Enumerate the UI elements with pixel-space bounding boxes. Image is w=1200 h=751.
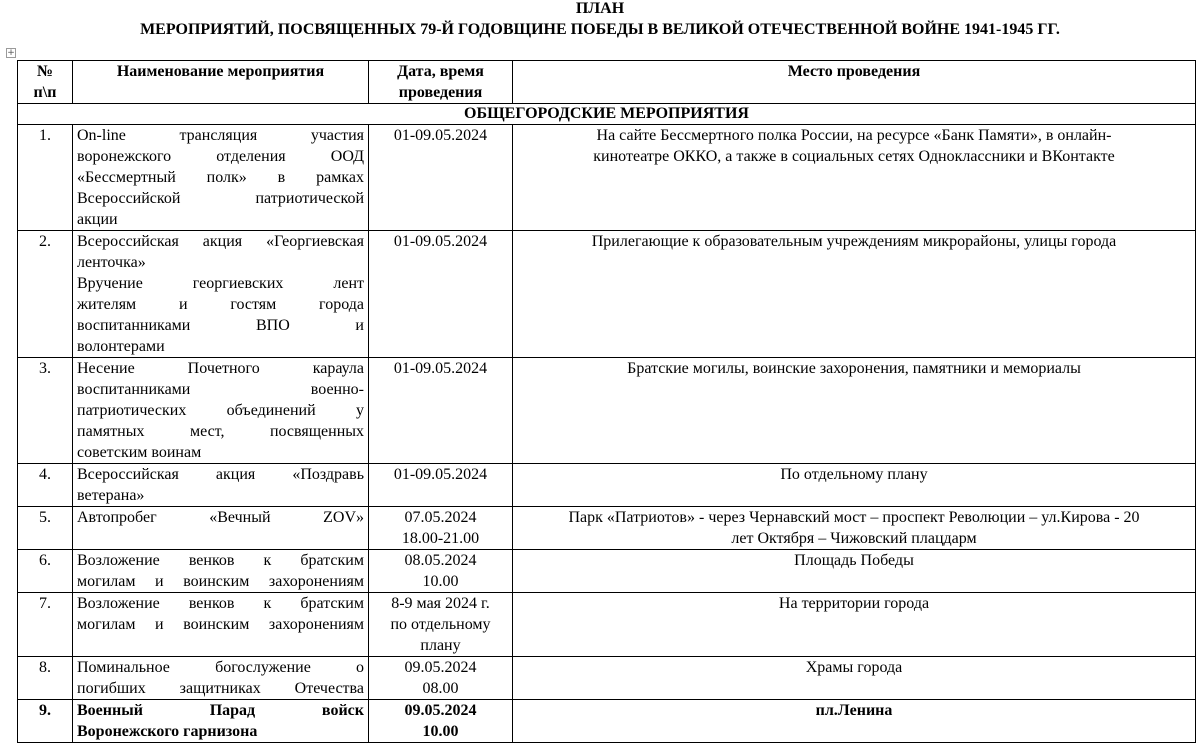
event-date <box>369 125 513 231</box>
event-name <box>73 231 369 358</box>
event-name <box>73 358 369 464</box>
event-name-line: Всероссийской патриотической <box>77 190 364 207</box>
event-name-line: советским воинам <box>77 444 202 461</box>
event-place-line: лет Октября – Чижовский плацдарм <box>731 530 977 547</box>
event-date <box>369 700 513 743</box>
event-date <box>369 657 513 700</box>
event-date-line: 09.05.2024 <box>404 702 477 719</box>
event-date-line: 18.00-21.00 <box>401 530 480 547</box>
table-row <box>18 464 1196 507</box>
event-date <box>369 231 513 358</box>
event-name-line: On-line трансляция участия <box>77 127 364 144</box>
event-name-line: ветерана» <box>77 487 145 504</box>
event-name-line: Автопробег «Вечный ZOV» <box>77 509 364 526</box>
event-place <box>513 231 1196 358</box>
event-date-line: 10.00 <box>422 723 459 740</box>
section-title: ОБЩЕГОРОДСКИЕ МЕРОПРИЯТИЯ <box>18 104 1196 125</box>
table-row <box>18 125 1196 231</box>
event-place-line: Братские могилы, воинские захоронения, памятники и мемориалы <box>627 360 1081 377</box>
row-number: 7. <box>18 593 73 657</box>
event-date <box>369 358 513 464</box>
event-date-line: 07.05.2024 <box>404 509 477 526</box>
row-number: 5. <box>18 507 73 550</box>
event-name-line: могилам и воинским захоронениям <box>77 573 364 590</box>
event-name-line: памятных мест, посвященных <box>77 423 364 440</box>
event-name-line: Вручение георгиевских лент <box>77 275 364 292</box>
document-subtitle: МЕРОПРИЯТИЙ, ПОСВЯЩЕННЫХ 79-Й ГОДОВЩИНЕ ПОБЕДЫ В ВЕЛИКОЙ ОТЕЧЕСТВЕННОЙ ВОЙНЕ 1941-1945 ГГ. <box>140 21 1060 38</box>
event-name-line: патриотических объединений у <box>77 402 364 419</box>
table-row <box>18 231 1196 358</box>
event-date-line: плану <box>420 637 461 654</box>
event-name-line: воспитанниками военно- <box>77 381 364 398</box>
event-name <box>73 700 369 743</box>
event-place-line: Храмы города <box>805 659 903 676</box>
event-place <box>513 125 1196 231</box>
event-name-line: Поминальное богослужение о <box>77 659 364 676</box>
event-date-line: по отдельному <box>390 616 491 633</box>
table-row <box>18 358 1196 464</box>
event-name-line: могилам и воинским захоронениям <box>77 616 364 633</box>
table-header-row <box>18 61 1196 104</box>
event-name-line: Всероссийская акция «Георгиевская <box>77 233 364 250</box>
event-name <box>73 657 369 700</box>
event-name-line: воспитанниками ВПО и <box>77 317 364 334</box>
row-number: 9. <box>18 700 73 743</box>
event-place <box>513 464 1196 507</box>
row-number: 4. <box>18 464 73 507</box>
event-place-line: На территории города <box>778 595 930 612</box>
event-place <box>513 358 1196 464</box>
event-name-line: Возложение венков к братским <box>77 552 364 569</box>
header-date: Дата, время проведения <box>369 61 513 104</box>
row-number: 1. <box>18 125 73 231</box>
event-date <box>369 593 513 657</box>
event-name-line: воронежского отделения ООД <box>77 148 364 165</box>
event-name-line: Несение Почетного караула <box>77 360 364 377</box>
event-name-line: Всероссийская акция «Поздравь <box>77 466 364 483</box>
event-place <box>513 507 1196 550</box>
event-place <box>513 593 1196 657</box>
event-name-line: Военный Парад войск <box>77 702 364 719</box>
event-name <box>73 125 369 231</box>
events-table <box>17 60 1196 743</box>
event-date <box>369 550 513 593</box>
event-name-line: Возложение венков к братским <box>77 595 364 612</box>
event-place-line: На сайте Бессмертного полка России, на ресурсе «Банк Памяти», в онлайн- <box>596 127 1112 144</box>
event-name <box>73 593 369 657</box>
event-date-line: 01-09.05.2024 <box>393 466 488 483</box>
table-row <box>18 550 1196 593</box>
event-name-line: жителям и гостям города <box>77 296 364 313</box>
event-date <box>369 464 513 507</box>
event-date-line: 09.05.2024 <box>404 659 477 676</box>
event-name-line: «Бессмертный полк» в рамках <box>77 169 364 186</box>
table-row <box>18 593 1196 657</box>
event-place <box>513 657 1196 700</box>
event-date-line: 08.00 <box>422 680 459 697</box>
event-date-line: 08.05.2024 <box>404 552 477 569</box>
event-place <box>513 700 1196 743</box>
section-row <box>18 104 1196 125</box>
table-row <box>18 657 1196 700</box>
event-name-line: погибших защитниках Отечества <box>77 680 364 697</box>
event-place-line: По отдельному плану <box>780 466 928 483</box>
event-date <box>369 507 513 550</box>
table-row <box>18 700 1196 743</box>
header-name: Наименование мероприятия <box>73 61 369 104</box>
event-name <box>73 464 369 507</box>
event-name-line: Воронежского гарнизона <box>77 723 258 740</box>
row-number: 6. <box>18 550 73 593</box>
table-move-handle-icon[interactable]: + <box>7 48 15 58</box>
event-date-line: 01-09.05.2024 <box>393 233 488 250</box>
header-num: № п\п <box>18 61 73 104</box>
event-date-line: 01-09.05.2024 <box>393 127 488 144</box>
event-place-line: Прилегающие к образовательным учреждениям микрорайоны, улицы города <box>591 233 1117 250</box>
header-place: Место проведения <box>513 61 1196 104</box>
event-place-line: кинотеатре ОККО, а также в социальных сетях Одноклассники и ВКонтакте <box>593 148 1115 165</box>
event-date-line: 01-09.05.2024 <box>393 360 488 377</box>
row-number: 3. <box>18 358 73 464</box>
event-name-line: волонтерами <box>77 338 165 355</box>
table-row <box>18 507 1196 550</box>
row-number: 2. <box>18 231 73 358</box>
event-place-line: пл.Ленина <box>815 702 893 719</box>
event-name-line: акции <box>77 211 118 228</box>
document-title: ПЛАН <box>575 0 625 17</box>
event-name <box>73 550 369 593</box>
event-name-line: ленточка» <box>77 254 146 271</box>
event-place <box>513 550 1196 593</box>
event-date-line: 8-9 мая 2024 г. <box>391 595 490 612</box>
row-number: 8. <box>18 657 73 700</box>
event-name <box>73 507 369 550</box>
event-date-line: 10.00 <box>422 573 459 590</box>
event-place-line: Площадь Победы <box>794 552 914 569</box>
event-place-line: Парк «Патриотов» - через Чернавский мост – проспект Революции – ул.Кирова - 20 <box>568 509 1140 526</box>
